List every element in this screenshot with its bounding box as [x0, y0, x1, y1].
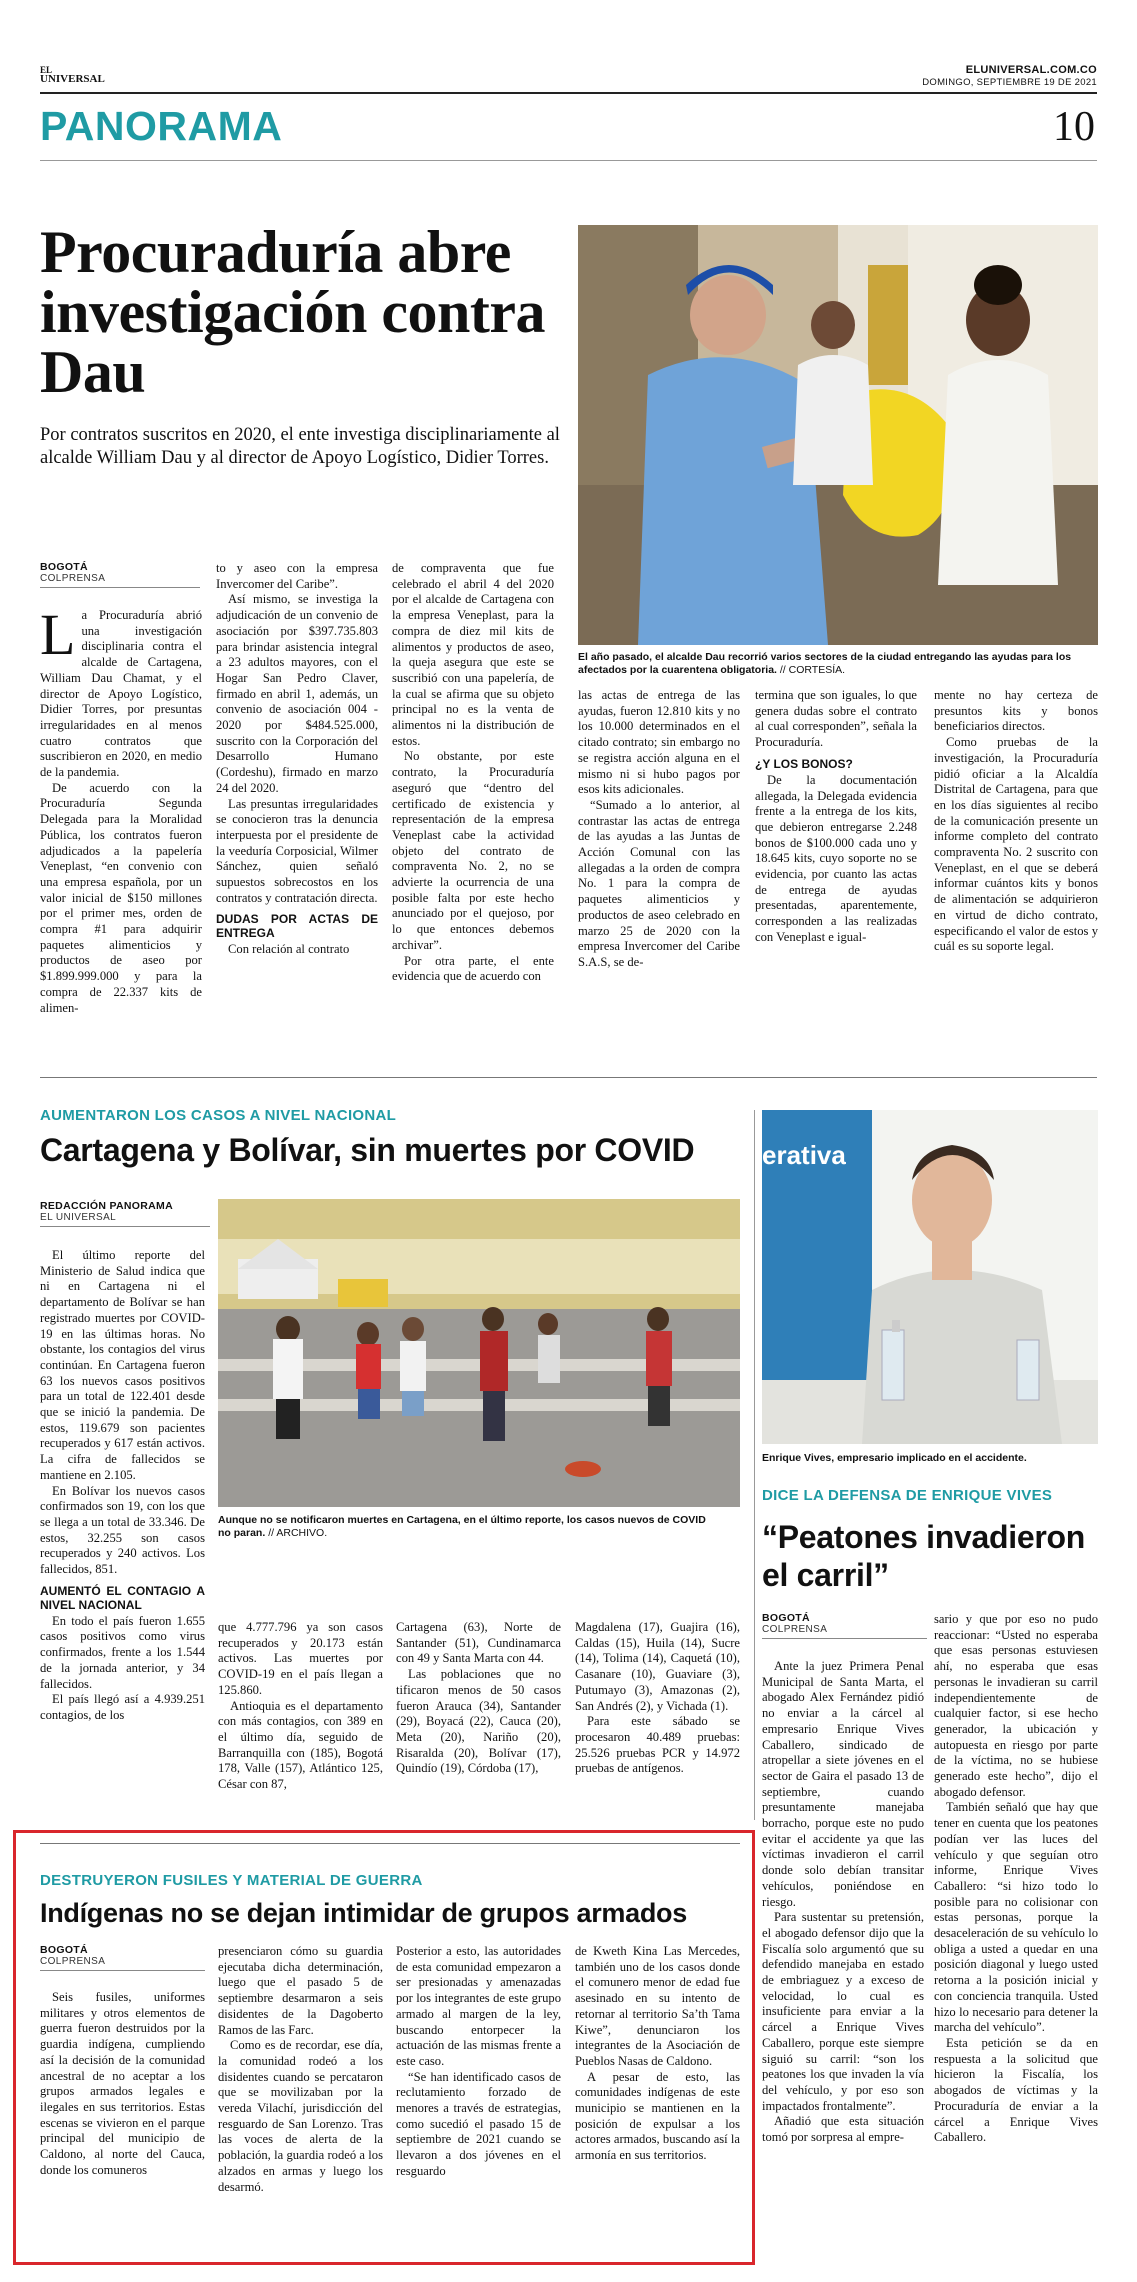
story2-col1-p4: El país llegó así a 4.939.251 contagios, de los: [40, 1692, 205, 1722]
story2-photo: [218, 1199, 740, 1507]
story3-kicker: DICE LA DEFENSA DE ENRIQUE VIVES: [762, 1487, 1053, 1504]
story3-col1: [762, 1659, 924, 2146]
story4-col1-p1: Seis fusiles, uniformes militares y otros elementos de guerra fueron destruidos por la guardia indígena, cumpliendo así la decisión de la comunidad ancestral de no aceptar a los grupos armados legales e ilegales en sus territorios. Estas escenas se vivieron en el parque principal del municipio de Caldono, al norte del Cauca, donde los comuneros: [40, 1990, 205, 2177]
story3-col2-p1: sario y que por eso no pudo reaccionar: “Usted no esperaba que esas personas estuviesen ahí, no esperaba que esas personas le invadieran su carril independientemente de cualquier factor, si ese hecho generador, la ubicación y autopuesta en riesgo por parte de la víctima, no se hubiese generado este hecho”, dijo el abogado defensor.: [934, 1612, 1098, 1799]
story1-col3: [392, 561, 554, 985]
story1-col3-p1: de compraventa que fue celebrado el abril 4 del 2020 por el alcalde de Cartagena con la empresa Veneplast, para la compra de diez mil kits de alimentos y productos de aseo, la queja asegura que este se suscribió con una papelería, de la cual se afirma que su objeto principal no es la venta de alimentos ni la distribución de estos.: [392, 561, 554, 748]
header-date: DOMINGO, SEPTIEMBRE 19 DE 2021: [922, 77, 1097, 88]
story4-col4: [575, 1944, 740, 2164]
story3-col1-p1: Ante la juez Primera Penal Municipal de Santa Marta, el abogado Alex Fernández pidió no enviar a la cárcel al empresario Enrique Vives Caballero, sindicado de atropellar a siete jóvenes en el sector de Gaira el pasado 13 de septiembre, cuando presuntamente manejaba borracho, porque este no pudo evitar el accidente ya que las víctimas invadieron el carril donde solo debían transitar vehículos, poniéndose en riesgo.: [762, 1659, 924, 1909]
cartagena-street-photo: [218, 1199, 740, 1507]
section-title: PANORAMA: [40, 103, 283, 149]
story1-caption-credit: // CORTESÍA.: [779, 664, 846, 676]
story1-bottom-rule: [40, 1077, 1097, 1078]
story4-byline-city: BOGOTÁ: [40, 1944, 88, 1956]
story2-col1-p1: El último reporte del Ministerio de Salud indica que ni en Cartagena ni el departamento de Bolívar se han registrado muertes por COVID-19 en las últimas horas. No obstante, los contagios del virus continúan. En Cartagena fueron 63 los nuevos casos positivos para un total de 122.401 desde que se inició la pandemia. De estos, 119.679 son pacientes recuperados y 617 están activos. La cifra de fallecidos se mantiene en 2.105.: [40, 1248, 205, 1482]
story2-col1-p2: En Bolívar los nuevos casos confirmados son 19, con los que se llega a un total de 33.346. De estos, 32.255 son casos recuperados y 240 activos. Los fallecidos, 851.: [40, 1483, 205, 1577]
story3-col2-p2: También señaló que hay que tener en cuenta que los peatones podían ver las luces del vehículo y que seguían otro informe, Enrique Vives Caballero: “si hizo todo lo posible para no colisionar con estas personas, porque la desaceleración de su vehículo lo obliga a usted a quedar en una posición diagonal y luego usted retorna a la posición inicial y con conciencia tranquila. Usted hizo lo necesario para detener la marcha del vehículo”.: [934, 1800, 1098, 2035]
story1-col4-p1: las actas de entrega de las ayudas, fueron 12.810 kits y no los 10.000 determinados en el citado contrato; sin embargo no se registra acción alguna en el mismo ni si hubo pagos por esos kits adicionales.: [578, 688, 740, 797]
story1-col6-p2: Como pruebas de la investigación, la Procuraduría pidió oficiar a la Alcaldía Distrital de Cartagena, para que en los días siguientes al recibo de la comunicación presente un informe completo del contrato compraventa No. 2 suscrito con Veneplast, en el que se deberá informar cuántos kits y bonos de alimentación se adquirieron en virtud de dicho contrato, especificando el valor de estos y cuál es su soporte legal.: [934, 735, 1098, 954]
story4-col2: [218, 1944, 383, 2195]
story3-caption-text: Enrique Vives, empresario implicado en el accidente.: [762, 1452, 1027, 1464]
story4-col3-p1: Posterior a esto, las autoridades de esta comunidad empezaron a ser presionadas y amenazadas por los integrantes de este grupo armado al margen de la ley, buscando entorpecer la actuación de las mismas frente a este caso.: [396, 1944, 561, 2068]
story2-byline-source: EL UNIVERSAL: [40, 1212, 210, 1227]
story2-col4-p2: Para este sábado se procesaron 40.489 pruebas: 25.526 pruebas PCR y 14.972 pruebas de antígenos.: [575, 1714, 740, 1776]
story1-col3-p2: No obstante, por este contrato, la Procuraduría aseguró que “dentro del certificado de existencia y representación de la empresa Veneplast cabe la actividad objeto del contrato de compraventa No. 2, no se advierte la ocurrencia de una posible falta por este hecho anunciado por el quejoso, por lo que entonces debemos archivar”.: [392, 749, 554, 952]
story1-col3-p3: Por otra parte, el ente evidencia que de acuerdo con: [392, 953, 554, 984]
story2-byline: [40, 1200, 210, 1227]
story3-col2: [934, 1612, 1098, 2146]
story1-caption: [578, 651, 1098, 677]
mayor-delivering-aid-photo: [578, 225, 1098, 645]
story1-col6-p1: mente no hay certeza de presuntos kits y bonos beneficiarios directos.: [934, 688, 1098, 734]
story3-col1-p2: Para sustentar su pretensión, el abogado defensor dijo que la Fiscalía solo argumentó que su defendido manejaba en estado de embriaguez y a exceso de velocidad, lo cual es insuficiente para enviar a la cárcel a Enrique Vives Caballero, porque este siempre siguió su carril: “son los peatones los que invaden la vía del vehículo, y por eso son impactados frontalmente”.: [762, 1910, 924, 2113]
story3-photo-text: erativa: [762, 1140, 846, 1170]
story1-col2: [216, 561, 378, 958]
story2-col3: [396, 1620, 561, 1777]
story2-caption: [218, 1514, 718, 1540]
story4-col4-p1: de Kweth Kina Las Mercedes, también uno de los casos donde el comunero menor de edad fue asesinado en su intento de retornar al territorio Sa’th Tama Kiwe”, denunciaron los integrantes de la Asociación de Pueblos Nasas de Caldono.: [575, 1944, 740, 2068]
story1-headline: Procuraduría abre investigación contra Dau: [40, 219, 545, 405]
logo-line1: EL: [40, 65, 53, 75]
story1-col5-p1: termina que son iguales, lo que genera dudas sobre el contrato al cual corresponden”, señala la Procuraduría.: [755, 688, 917, 750]
story1-col2-p2: Así mismo, se investiga la adjudicación de un convenio de asociación por $397.735.803 para brindar asistencia integral a 23 adultos mayores, con el Hogar San Pedro Claver, firmado en abril 1, además, un convenio de asociación 004 - 2020 por $484.525.000, suscrito con la Corporación del Desarrollo Humano (Cordeshu), firmado en marzo 24 del 2020.: [216, 592, 378, 795]
story2-col2: [218, 1620, 383, 1793]
story2-col3-p2: Las poblaciones que no tificaron menos de 50 casos fueron Arauca (34), Santander (29), Boyacá (22), Cauca (20), Meta (20), Nariño (20), Risaralda (20), Bolívar (17), Quindío (19), Córdoba (17),: [396, 1667, 561, 1776]
story1-col1: [40, 602, 202, 1016]
story2-col1-p3: En todo el país fueron 1.655 casos positivos como virus confirmados, frente a los 1.544 de la jornada anterior, y 34 fallecidos.: [40, 1613, 205, 1691]
story1-photo: [578, 225, 1098, 645]
story1-col1-p2: De acuerdo con la Procuraduría Segunda Delegada para la Moralidad Pública, los contratos fueron adjudicados a la papelería Veneplast, “en convenio con una empresa española, por un valor inicial de $150 millones por el primer mes, orden de compra #1 para adquirir paquetes alimenticios y productos de aseo por $1.899.999.000 y para la compra de 22.337 kits de alimen-: [40, 780, 202, 1015]
story4-byline: [40, 1944, 205, 1971]
story1-dropcap: L: [40, 602, 76, 667]
story4-col2-p2: Como es de recordar, ese día, la comunidad rodeó a los disidentes cuando se percataron que se movilizaban por la vereda Vilachí, jurisdicción del resguardo de San Lorenzo. Tras las voces de alerta de la población, la guardia rodeó a los alzados en armas y luego los desarmó.: [218, 2038, 383, 2194]
story1-col5: [755, 688, 917, 946]
story1-col2-p3: Las presuntas irregularidades se conocieron tras la denuncia interpuesta por el presidente de la veeduría Corposicial, Wilmer Sánchez, quien señaló supuestos sobrecostos en los contratos y contratación directa.: [216, 796, 378, 905]
story1-byline-city: BOGOTÁ: [40, 561, 88, 573]
story3-col1-p3: Añadió que esta situación tomó por sorpresa al empre-: [762, 2114, 924, 2145]
story3-byline-city: BOGOTÁ: [762, 1612, 810, 1624]
story4-kicker: DESTRUYERON FUSILES Y MATERIAL DE GUERRA: [40, 1872, 423, 1889]
header-rule: [40, 92, 1097, 94]
story2-col4-p1: Magdalena (17), Guajira (16), Caldas (15), Huila (14), Sucre (14), Tolima (14), Caquetá (10), Casanare (10), Guaviare (3), Putumayo (3), Amazonas (2), San Andrés (2), y Vichada (1).: [575, 1620, 740, 1713]
logo: [40, 66, 105, 84]
story2-col2-p1: que 4.777.796 ya son casos recuperados y 20.173 están activos. Las muertes por COVID-19 en el país llegan a 125.860.: [218, 1620, 383, 1697]
story1-col2-p4: Con relación al contrato: [228, 942, 350, 957]
story1-col5-p2: De la documentación allegada, la Delegada evidencia frente a la entrega de los kits, que debieron entregarse 2.248 bonos de $100.000 cada uno y 18.645 kits, cuyo soporte no se evidencia, por cuanto las actas de entrega de ayudas presentadas, aparentemente, corresponden a las realizadas con Veneplast e igual-: [755, 772, 917, 944]
story1-caption-text: El año pasado, el alcalde Dau recorrió varios sectores de la ciudad entregando las ayudas para los afectados por la cuarentena obligatoria.: [578, 651, 1072, 676]
story2-col3-p1: Cartagena (63), Norte de Santander (51), Cundinamarca con 49 y Santa Marta con 44.: [396, 1620, 561, 1666]
story3-byline: [762, 1612, 927, 1639]
story4-col3: [396, 1944, 561, 2180]
story2-col4: [575, 1620, 740, 1777]
story1-col1-p1-text: a Procuraduría abrió una investigación disciplinaria contra el alcalde de Cartagena, William Dau Chamat, y el director de Apoyo Logístico, Didier Torres, por presuntas irregularidades en al menos cuatro contratos que suscribieron en 2020, en medio de la pandemia.: [40, 608, 202, 780]
story1-col4-p2: “Sumado a lo anterior, al contrastar las actas de entrega de las ayudas a las Juntas de Acción Comunal con las allegadas a la orden de compra No. 1 para la compra de paquetes alimenticios y productos de aseo celebrado en marzo 25 de 2020 con la empresa Invercomer del Caribe S.A.S, se de-: [578, 797, 740, 969]
story1-byline-source: COLPRENSA: [40, 573, 200, 588]
story1-byline: [40, 561, 200, 588]
section-rule: [40, 160, 1097, 161]
story2-byline-city: REDACCIÓN PANORAMA: [40, 1200, 173, 1212]
story1-col6: [934, 688, 1098, 955]
story4-byline-source: COLPRENSA: [40, 1956, 205, 1971]
story4-col2-p1: presenciaron cómo su guardia ejecutaba dicha determinación, luego que el pasado 5 de septiembre desarmaron a seis disidentes de la Dagoberto Ramos de las Farc.: [218, 1944, 383, 2037]
story1-col4: [578, 688, 740, 971]
story2-kicker: AUMENTARON LOS CASOS A NIVEL NACIONAL: [40, 1107, 397, 1124]
story3-headline: “Peatones invadieron el carril”: [762, 1519, 1085, 1593]
story4-col3-p2: “Se han identificado casos de reclutamiento forzado de menores a través de estrategias, como sucedió el pasado 15 de septiembre de 2021 cuando se llevaron a dos jóvenes en el resguardo: [396, 2069, 561, 2178]
story1-col5-subhead: ¿Y LOS BONOS?: [755, 756, 853, 771]
story4-col1: [40, 1990, 205, 2178]
story1-col1-p1: [40, 602, 202, 781]
site-url: ELUNIVERSAL.COM.CO: [965, 64, 1097, 76]
story3-byline-source: COLPRENSA: [762, 1624, 927, 1639]
story1-deck: Por contratos suscritos en 2020, el ente investiga disciplinariamente al alcalde William Dau y al director de Apoyo Logístico, Didier Torres.: [40, 425, 560, 468]
story2-caption-credit: // ARCHIVO.: [268, 1527, 328, 1539]
story4-col4-p2: A pesar de esto, las comunidades indígenas de este municipio se mantienen en la posición de expulsar a los actores armados, buscando así la armonía en sus territorios.: [575, 2069, 740, 2163]
story2-col1-subhead: AUMENTÓ EL CONTAGIO A NIVEL NACIONAL: [40, 1583, 205, 1612]
story4-top-rule: [40, 1843, 740, 1844]
story2-col2-p2: Antioquia es el departamento con más contagios, con 389 en el último día, seguido de Barranquilla con (185), Bogotá 178, Valle (157), Atlántico 125, César con 87,: [218, 1698, 383, 1792]
story1-col2-p1: to y aseo con la empresa Invercomer del Caribe”.: [216, 561, 378, 591]
story2-headline: Cartagena y Bolívar, sin muertes por COVID: [40, 1132, 695, 1168]
story2-right-divider: [754, 1110, 755, 1820]
story3-caption: [762, 1452, 1098, 1465]
logo-line2: UNIVERSAL: [40, 73, 105, 85]
story3-photo: [762, 1110, 1098, 1444]
story2-col1: [40, 1248, 205, 1724]
story1-col2-subhead: DUDAS POR ACTAS DE ENTREGA: [216, 912, 378, 941]
story4-headline: Indígenas no se dejan intimidar de grupos armados: [40, 1898, 687, 1928]
story2-caption-text: Aunque no se notificaron muertes en Cartagena, en el último reporte, los casos nuevos de COVID no paran.: [218, 1514, 706, 1539]
story3-col2-p3: Esta petición se da en respuesta a la solicitud que hicieron la Fiscalía, los abogados de víctimas y la Procuraduría de enviar a la cárcel a Enrique Vives Caballero.: [934, 2035, 1098, 2145]
page-number: 10: [1053, 104, 1095, 150]
